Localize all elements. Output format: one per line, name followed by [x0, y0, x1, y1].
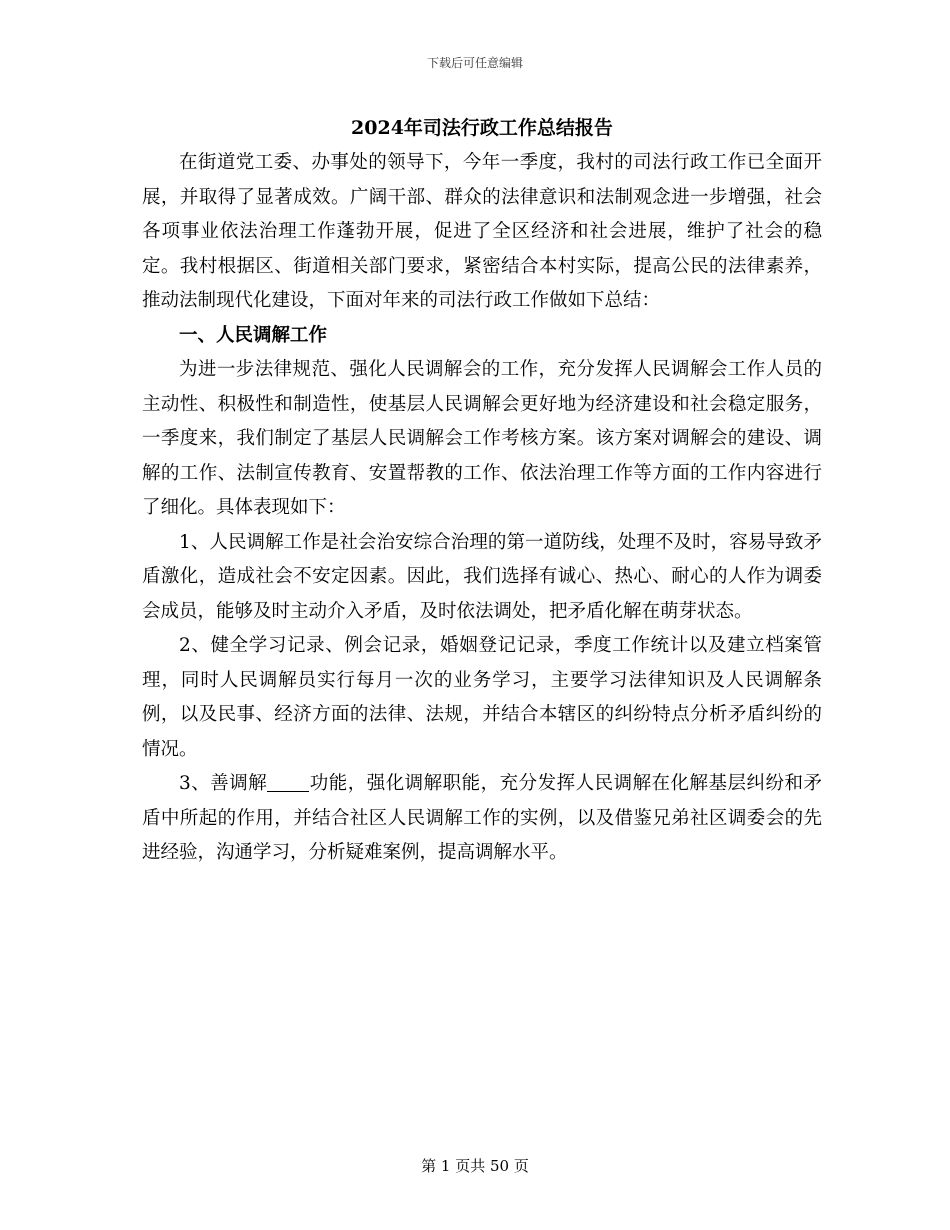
page-number: 第 1 页共 50 页: [421, 1157, 529, 1175]
page-header-note: 下载后可任意编辑: [426, 56, 523, 70]
document-title: 2024年司法行政工作总结报告: [351, 117, 613, 139]
list-item-1: 1、人民调解工作是社会治安综合治理的第一道防线，处理不及时，容易导致矛盾激化，造成社会不安定因素。因此，我们选择有诚心、热心、耐心的人作为调委会成员，能够及时主动介入矛盾，及时依法调处，把矛盾化解在萌芽状态。: [142, 531, 822, 622]
section-heading: 一、人民调解工作: [179, 324, 328, 346]
document-body: [142, 110, 822, 871]
list-item-2: 2、健全学习记录、例会记录，婚姻登记记录，季度工作统计以及建立档案管理，同时人民调解员实行每月一次的业务学习，主要学习法律知识及人民调解条例，以及民事、经济方面的法律、法规，并结合本辖区的纠纷特点分析矛盾纠纷的情况。: [142, 635, 822, 760]
fill-blank: [267, 773, 309, 793]
list-item-3-start: 3、善调解: [179, 773, 268, 794]
section-intro-paragraph: 为进一步法律规范、强化人民调解会的工作，充分发挥人民调解会工作人员的主动性、积极性和制造性，使基层人民调解会更好地为经济建设和社会稳定服务，一季度来，我们制定了基层人民调解会工作考核方案。该方案对调解会的建设、调解的工作、法制宣传教育、安置帮教的工作、依法治理工作等方面的工作内容进行了细化。具体表现如下：: [142, 359, 822, 518]
list-item-3: [142, 767, 822, 871]
list-item-3-rest: 功能，强化调解职能，充分发挥人民调解在化解基层纠纷和矛盾中所起的作用，并结合社区人民调解工作的实例，以及借鉴兄弟社区调委会的先进经验，沟通学习，分析疑难案例，提高调解水平。: [142, 773, 822, 863]
intro-paragraph: 在街道党工委、办事处的领导下，今年一季度，我村的司法行政工作已全面开展，并取得了显著成效。广阔干部、群众的法律意识和法制观念进一步增强，社会各项事业依法治理工作蓬勃开展，促进了全区经济和社会进展，维护了社会的稳定。我村根据区、街道相关部门要求，紧密结合本村实际，提高公民的法律素养，推动法制现代化建设，下面对年来的司法行政工作做如下总结：: [142, 152, 822, 311]
